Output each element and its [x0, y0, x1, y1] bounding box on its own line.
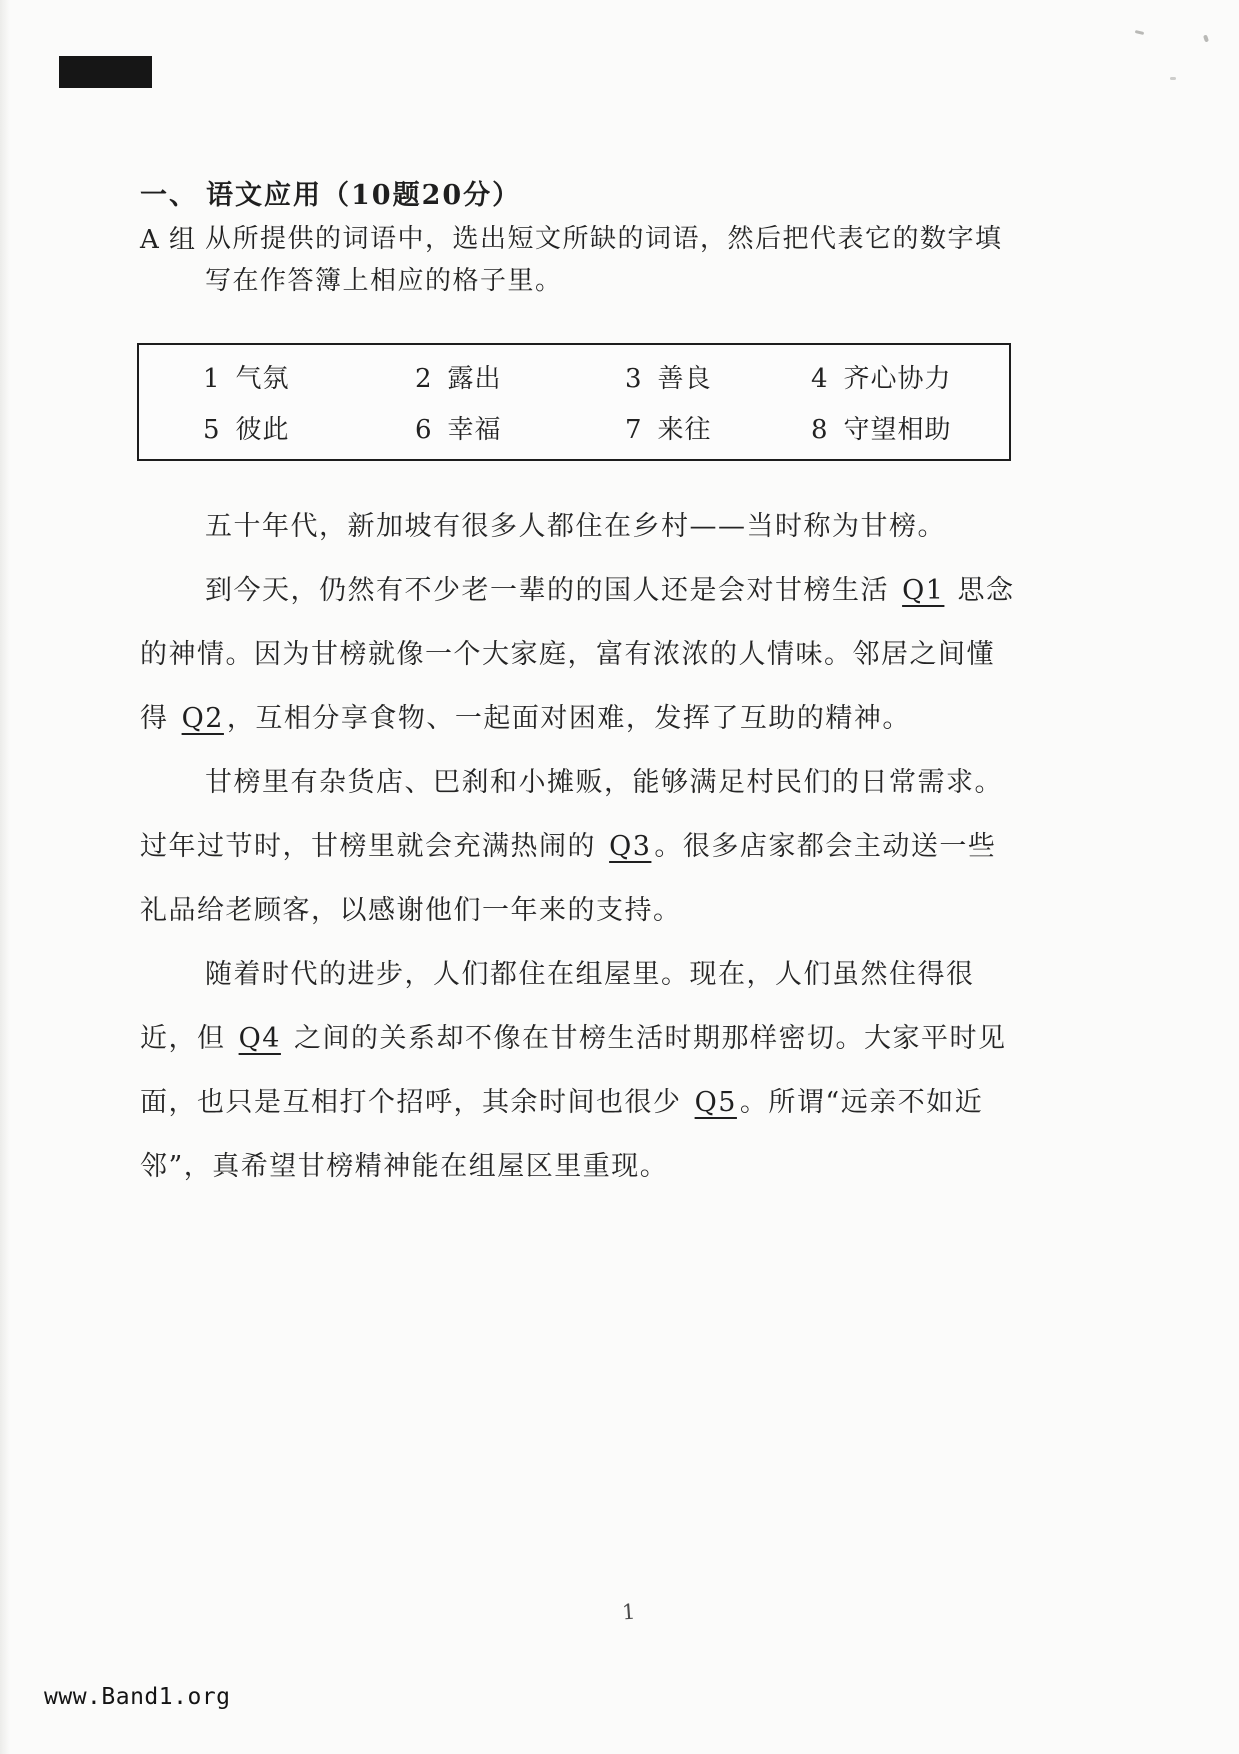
word-bank-item	[811, 409, 952, 446]
passage-text: 面，也只是互相打个招呼，其余时间也很少	[140, 1087, 692, 1118]
word-text: 彼此	[235, 414, 290, 445]
passage-text: 。很多店家都会主动送一些	[654, 831, 997, 862]
scan-speck	[1135, 30, 1144, 35]
word-bank-item	[203, 409, 415, 446]
group-label: A 组	[140, 225, 197, 255]
passage-text: 。所谓“远亲不如近	[739, 1087, 984, 1118]
blank-q5: Q5	[694, 1087, 737, 1118]
word-number: 2	[415, 364, 433, 395]
passage-text: 甘榜里有杂货店、巴刹和小摊贩，能够满足村民们的日常需求。	[205, 767, 1003, 798]
passage-line	[140, 943, 1020, 1007]
passage-blank	[1003, 767, 1009, 798]
passage-text: ，互相分享食物、一起面对困难，发挥了互助的精神。	[226, 703, 911, 734]
passage-line	[140, 1135, 1020, 1199]
passage-line	[140, 495, 1020, 559]
word-text: 露出	[447, 364, 502, 395]
passage-text: 邻”，真希望甘榜精神能在组屋区里重现。	[140, 1151, 669, 1182]
word-bank-item	[415, 358, 625, 395]
word-number: 1	[203, 364, 221, 395]
word-bank-item	[203, 358, 415, 395]
page-number: 1	[621, 1599, 637, 1625]
word-number: 4	[811, 364, 829, 395]
cloze-passage	[140, 495, 1020, 1199]
section-number: 一、	[140, 180, 198, 211]
word-number: 3	[625, 364, 643, 395]
passage-line	[140, 751, 1020, 815]
word-number: 6	[415, 414, 433, 445]
word-number: 7	[625, 414, 643, 445]
passage-blank	[975, 959, 981, 990]
passage-text: 过年过节时，甘榜里就会充满热闹的	[140, 831, 607, 862]
passage-blank	[946, 511, 952, 542]
word-text: 来往	[657, 414, 712, 445]
section-heading	[140, 173, 521, 212]
passage-line	[140, 879, 1020, 943]
word-text: 幸福	[447, 414, 502, 445]
passage-text: 到今天，仍然有不少老一辈的的国人还是会对甘榜生活	[205, 575, 900, 606]
word-bank-box	[137, 343, 1011, 461]
passage-text: 得	[140, 703, 179, 734]
word-bank-row	[139, 409, 1009, 446]
word-text: 守望相助	[843, 414, 952, 445]
word-number: 8	[811, 414, 829, 445]
word-bank-item	[625, 358, 811, 395]
passage-line	[140, 815, 1020, 879]
passage-line	[140, 1071, 1020, 1135]
word-number: 5	[203, 414, 221, 445]
scan-speck	[1170, 77, 1176, 80]
blank-q1: Q1	[902, 575, 945, 606]
word-text: 齐心协力	[843, 364, 952, 395]
blank-q3: Q3	[609, 831, 652, 862]
passage-blank	[995, 639, 1001, 670]
passage-text: 近，但	[140, 1023, 236, 1054]
passage-text: 思念	[947, 575, 1015, 606]
word-bank-item	[811, 358, 952, 395]
word-bank-item	[415, 409, 625, 446]
blank-q4: Q4	[238, 1023, 281, 1054]
passage-line	[140, 623, 1020, 687]
blank-q2: Q2	[181, 703, 224, 734]
passage-text: 五十年代，新加坡有很多人都住在乡村——当时称为甘榜。	[205, 511, 946, 542]
redacted-label-box	[59, 56, 152, 88]
word-text: 气氛	[235, 364, 290, 395]
passage-blank	[682, 895, 688, 926]
word-bank-item	[625, 409, 811, 446]
instruction-line: 从所提供的词语中，选出短文所缺的词语，然后把代表它的数字填	[205, 224, 1003, 254]
word-bank-row	[139, 358, 1009, 395]
passage-text: 礼品给老顾客，以感谢他们一年来的支持。	[140, 895, 682, 926]
passage-line	[140, 559, 1020, 623]
passage-line	[140, 1007, 1020, 1071]
passage-text: 的神情。因为甘榜就像一个大家庭，富有浓浓的人情味。邻居之间懂	[140, 639, 995, 670]
scan-speck	[1203, 35, 1209, 43]
watermark-url: www.Band1.org	[44, 1684, 231, 1710]
passage-text: 随着时代的进步，人们都住在组屋里。现在，人们虽然住得很	[205, 959, 975, 990]
passage-blank	[668, 1151, 674, 1182]
section-title: 语文应用（10题20分）	[206, 180, 522, 211]
passage-text: 之间的关系却不像在甘榜生活时期那样密切。大家平时见	[283, 1023, 1007, 1054]
passage-line	[140, 687, 1020, 751]
word-text: 善良	[657, 364, 712, 395]
instruction-line: 写在作答簿上相应的格子里。	[205, 266, 563, 296]
